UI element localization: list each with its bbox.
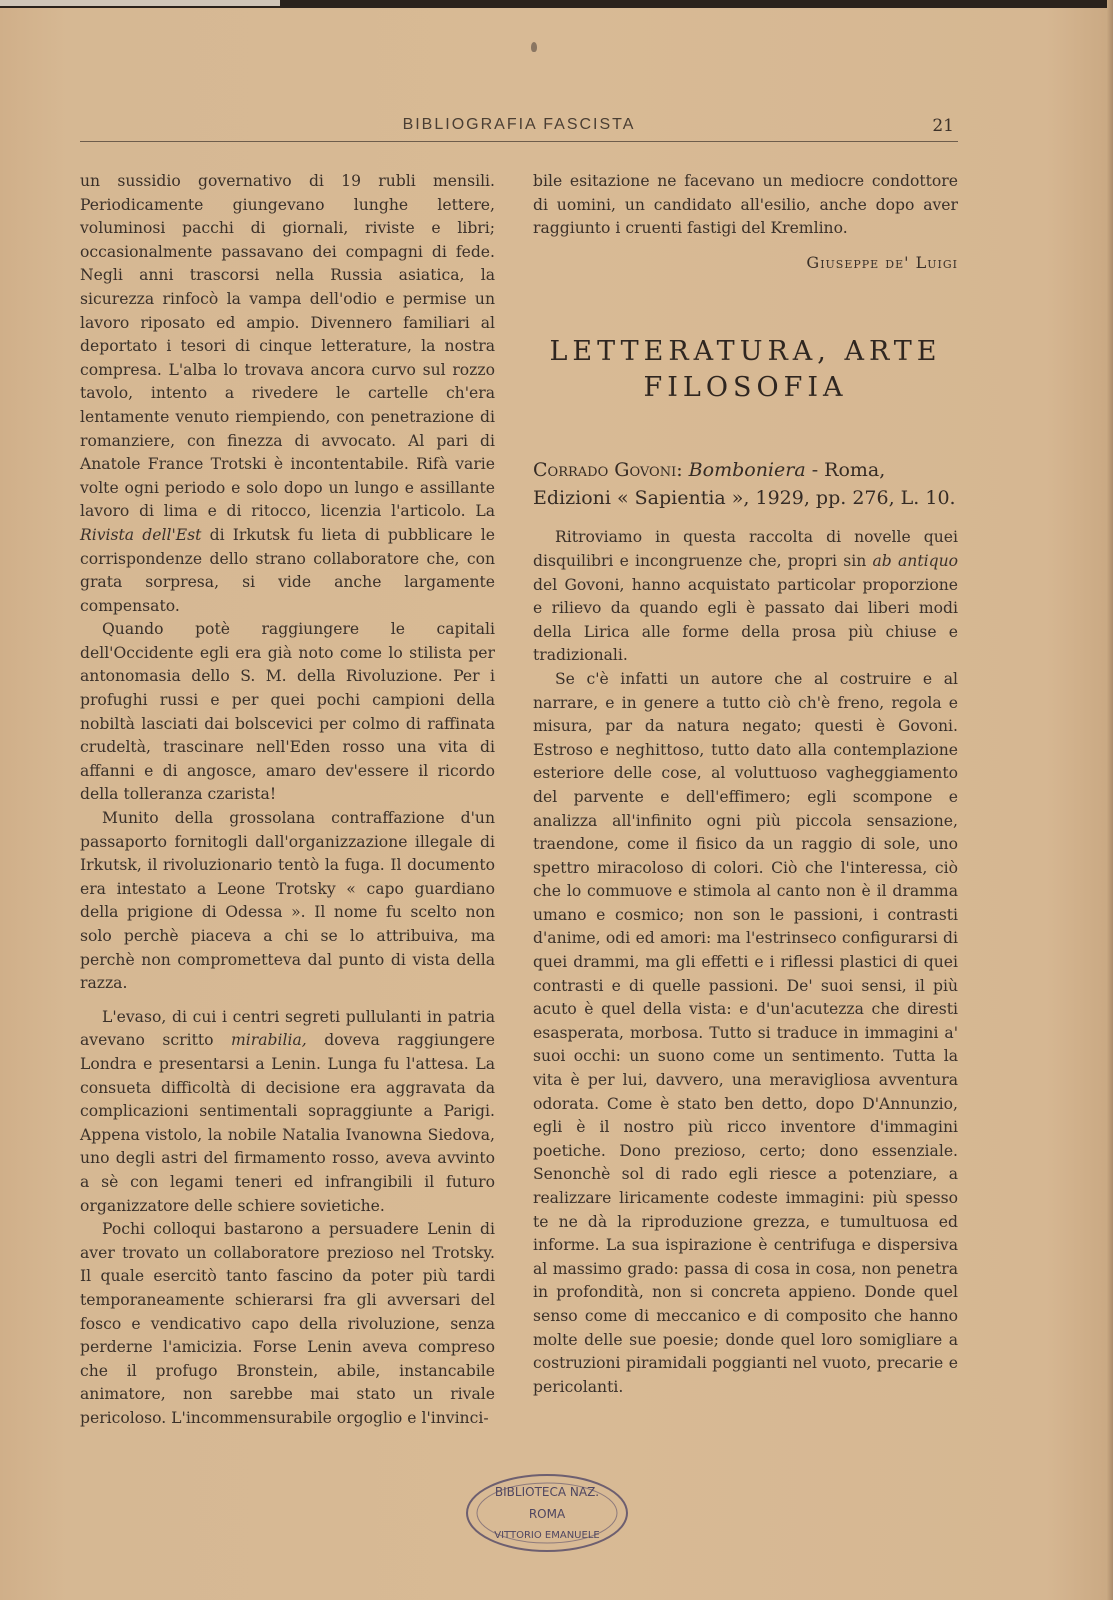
italic-phrase: ab antiquo: [872, 551, 958, 570]
paragraph: Munito della grossolana contraffazione d'un passaporto fornitogli dall'organizzazione illegale di Irkutsk, il rivoluzionario tentò la fuga. Il documento era intestato a Leone Trotsky « capo guardiano della prigione di Odessa ». Il nome fu scelto non solo perchè piaceva a chi se lo attribuiva, ma perchè non comprometteva dal punto di vista della razza.: [80, 809, 495, 993]
paragraph-text: L'evaso, di cui i centri segreti pullulanti in patria avevano scritto: [80, 1007, 495, 1050]
running-head: [80, 116, 958, 140]
ornament-mark: [531, 42, 537, 52]
paragraph: [533, 526, 958, 668]
paragraph: Pochi colloqui bastarono a persuadere Lenin di aver trovato un collaboratore prezioso nel Trotsky. Il quale esercitò tanto fascino da poter più tardi temporaneamente schierarsi fra gli avversari del fosco e vendicativo capo della rivoluzione, senza perderne l'amicizia. Forse Lenin aveva compreso che il profugo Bronstein, abile, instancabile animatore, non sarebbe mai stato un rivale pericoloso. L'incommensurabile orgoglio e l'invinci-: [80, 1220, 495, 1427]
stamp-line-1: BIBLIOTECA NAZ.: [494, 1485, 600, 1499]
header-rule: [80, 141, 958, 142]
paragraph: Se c'è infatti un autore che al costruire e al narrare, e in genere a tutto ciò ch'è freno, regola e misura, par da natura negato; questi è Govoni. Estroso e neghittoso, tutto dato alla contemplazione esteriore delle cose, al voluttuoso vagheggiamento del parvente e dell'effimero; egli scompone e analizza all'infinito ogni più piccola sensazione, traendone, come il fisico da un raggio di sole, uno spettro miracoloso di colori. Ciò che l'interessa, ciò che lo commuove e stimola al canto non è il dramma umano e cosmico; non son le passioni, i contrasti d'anime, odi ed amori: ma l'estrinseco configurarsi di quei drammi, ma gli effetti e i riflessi plastici di quei contrasti e di quelle passioni. De' suoi sensi, il più acuto è quel della vista: e d'un'acutezza che diresti esasperata, morbosa. Tutto si traduce in immagini a' suoi occhi: un suono come un sentimento. Tutta la vita è per lui, davvero, una meravigliosa avventura odorata. Come è stato ben detto, dopo D'Annunzio, egli è il nostro più ricco inventore d'immagini poetiche. Dono prezioso, certo; dono essenziale. Senonchè sol di rado egli riesce a potenziare, a realizzare liricamente codeste immagini: più spesso te ne dà la riproduzione grezza, e tumultuosa ed informe. La sua ispirazione è centrifuga e dispersiva al massimo grado: passa di cosa in cosa, non penetra in profondità, non si concreta appieno. Donde quel senso come di meccanico e di composito che hanno molte delle sue poesie; donde quel loro somigliare a costruzioni piramidali poggianti nel vuoto, precarie e pericolanti.: [533, 669, 958, 1396]
section-title: [533, 334, 958, 406]
page-number: 21: [932, 116, 954, 136]
author-signature: Giuseppe de' Luigi: [806, 252, 958, 272]
right-column: [533, 170, 958, 1399]
italic-title: Rivista dell'Est: [80, 525, 202, 544]
paragraph: Quando potè raggiungere le capitali dell'Occidente egli era già noto come lo stilista per antonomasia dello S. M. della Rivoluzione. Per i profughi russi e per quei pochi campioni della nobiltà lasciati dai bolscevici per colmo di raffinata crudeltà, trascinare nell'Eden rosso una vita di affanni e di angosce, amaro dev'essere il ricordo della tolleranza czarista!: [80, 620, 495, 804]
left-column: [80, 170, 495, 1430]
paragraph-text: di Irkutsk fu lieta di pubblicare le corrispondenze dello strano collaboratore che, con grata sorpresa, si vide anche largamente compensato.: [80, 525, 496, 615]
paragraph: bile esitazione ne facevano un mediocre condottore di uomini, un candidato all'esilio, anche dopo aver raggiunto i cruenti fastigi del Kremlino.: [533, 172, 958, 238]
page-right-edge: [1107, 0, 1113, 1600]
scan-top-highlight: [0, 0, 280, 6]
paragraph-text: del Govoni, hanno acquistato particolar proporzione e rilievo da quando egli è passato dai liberi modi della Lirica alle forme della prosa più chiuse e tradizionali.: [533, 575, 958, 665]
stamp-line-3: VITTORIO EMANUELE: [494, 1530, 600, 1541]
review-book-title: Bomboniera: [688, 459, 806, 482]
paragraph-text: doveva raggiungere Londra e presentarsi a Lenin. Lunga fu l'attesa. La consueta difficoltà di decisione era aggravata da complicazioni sentimentali sopraggiunte a Parigi. Appena vistolo, la nobile Natalia Ivanowna Siedova, uno degli astri del firmamento rosso, aveva avvinto a sè con legami teneri ed infrangibili il futuro organizzatore delle schiere sovietiche.: [80, 1031, 495, 1215]
library-stamp: [462, 1470, 632, 1556]
section-title-line-1: LETTERATURA, ARTE: [549, 336, 942, 368]
review-heading: [533, 456, 958, 512]
italic-word: mirabilia,: [231, 1031, 307, 1050]
review-details: - Roma, Edizioni « Sapientia », 1929, pp. 276, L. 10.: [533, 459, 956, 510]
paragraph: [80, 1006, 495, 1218]
section-title-line-2: FILOSOFIA: [643, 372, 848, 404]
paragraph: [80, 170, 495, 618]
paragraph-text: un sussidio governativo di 19 rubli mensili. Periodicamente giungevano lunghe lettere, voluminosi pacchi di giornali, riviste e libri; occasionalmente passavano dei compagni di fede. Negli anni trascorsi nella Russia asiatica, la sicurezza rinfocò la vampa dell'odio e permise un lavoro riposato ed ampio. Divennero familiari al deportato i tesori di cinque letterature, la nostra compresa. L'alba lo trovava ancora curvo sul rozzo tavolo, intento a rivedere le cartelle ch'era lentamente venuto riempiendo, con penetrazione di romanziere, con finezza di avvocato. Al pari di Anatole France Trotski è incontentabile. Rifà varie volte ogni periodo e solo dopo un lungo e assillante lavoro di lima e di ritocco, licenzia l'articolo. La: [80, 172, 495, 521]
review-author: Corrado Govoni: [533, 459, 677, 482]
paragraph-text: Ritroviamo in questa raccolta di novelle quei disquilibri e incongruenze che, propri sin: [533, 528, 958, 570]
review-separator: :: [676, 459, 689, 482]
journal-title: BIBLIOGRAFIA FASCISTA: [402, 116, 636, 133]
stamp-line-2: ROMA: [528, 1507, 566, 1521]
